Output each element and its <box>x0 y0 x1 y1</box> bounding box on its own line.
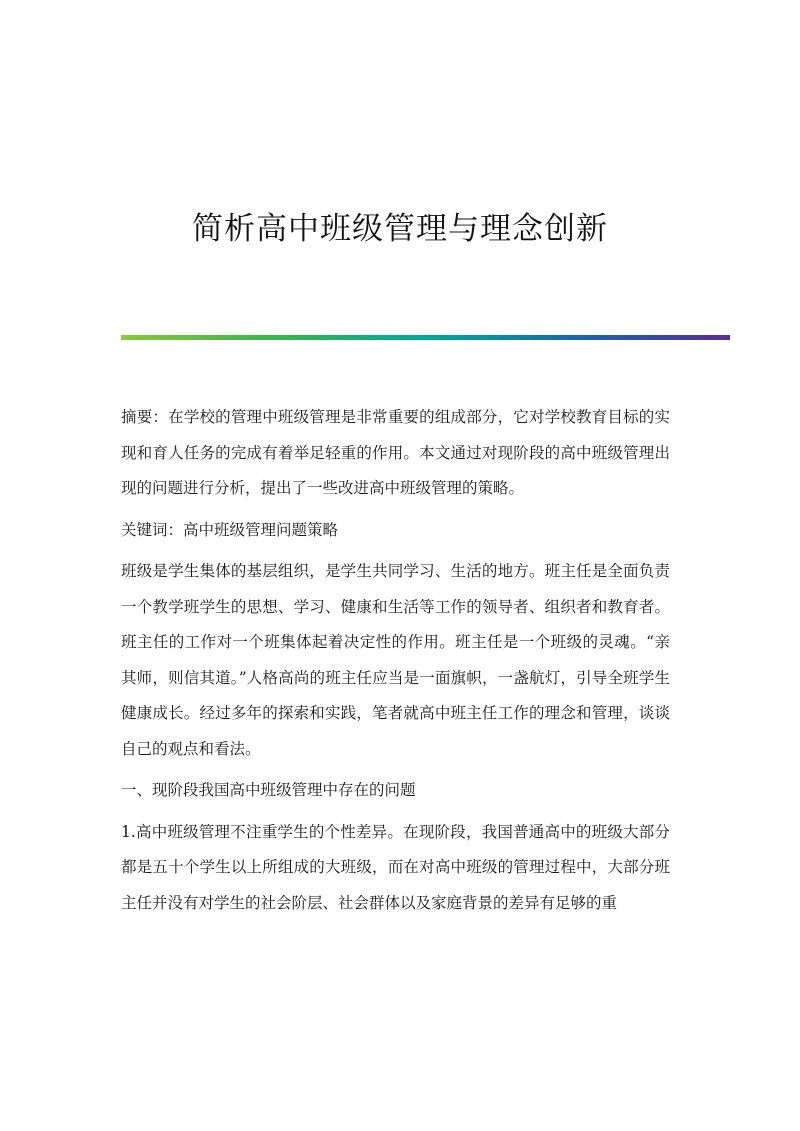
intro-paragraph: 班级是学生集体的基层组织，是学生共同学习、生活的地方。班主任是全面负责一个教学班学生的思想、学习、健康和生活等工作的领导者、组织者和教育者。班主任的工作对一个班集体起着决定性的作用。班主任是一个班级的灵魂。“亲其师，则信其道。”人格高尚的班主任应当是一面旗帜，一盏航灯，引导全班学生健康成长。经过多年的探索和实践，笔者就高中班主任工作的理念和管理，谈谈自己的观点和看法。 <box>121 562 670 758</box>
keywords-line: 关键词：高中班级管理问题策略 <box>121 520 339 539</box>
section-paragraph: 1.高中班级管理不注重学生的个性差异。在现阶段，我国普通高中的班级大部分都是五十个学生以上所组成的大班级，而在对高中班级的管理过程中，大部分班主任并没有对学生的社会阶层、社会群体以及家庭背景的差异有足够的重 <box>121 822 670 912</box>
title-gradient-rule <box>121 335 730 340</box>
document-title: 简析高中班级管理与理念创新 <box>192 210 608 247</box>
section-heading: 一、现阶段我国高中班级管理中存在的问题 <box>121 781 416 799</box>
document-body <box>121 400 670 921</box>
abstract-paragraph: 摘要：在学校的管理中班级管理是非常重要的组成部分，它对学校教育目标的实现和育人任务的完成有着举足轻重的作用。本文通过对现阶段的高中班级管理出现的问题进行分析，提出了一些改进高中班级管理的策略。 <box>121 408 670 497</box>
